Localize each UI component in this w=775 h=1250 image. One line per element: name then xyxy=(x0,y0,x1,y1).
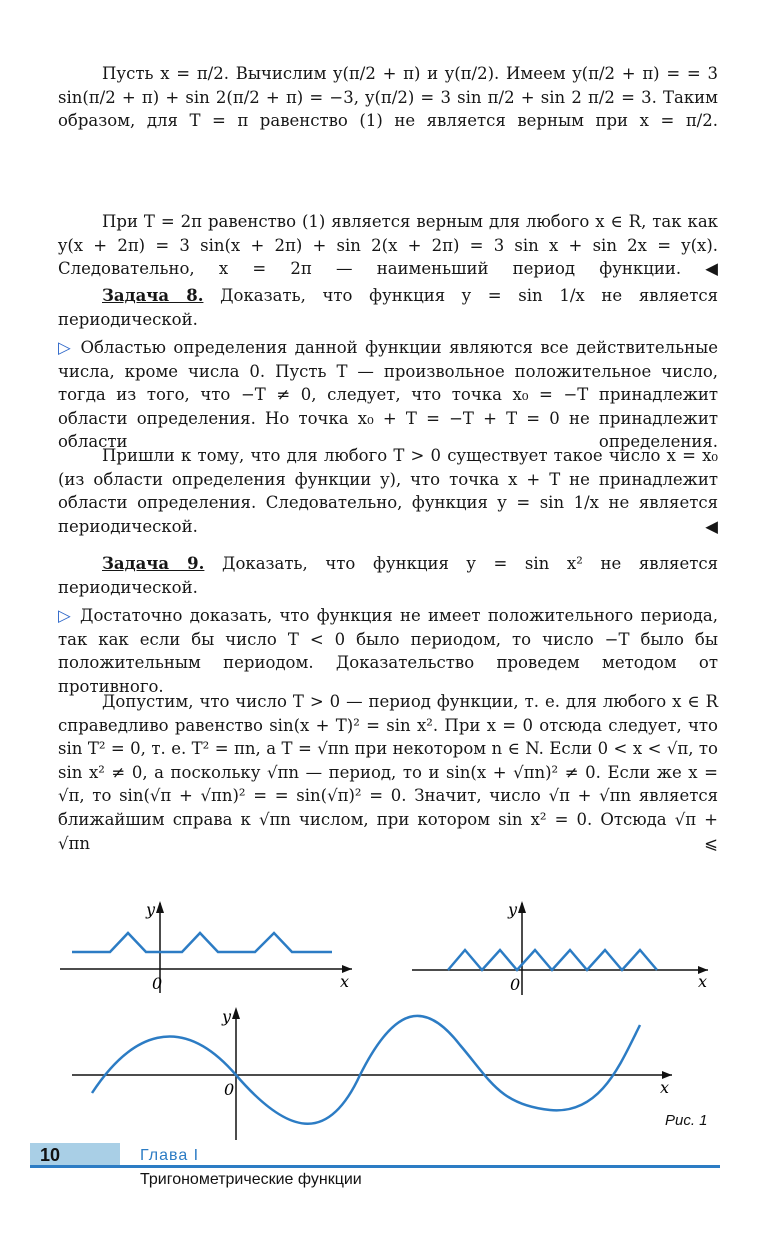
graph-top-right xyxy=(412,900,708,995)
chapter-title: Глава I xyxy=(140,1147,200,1164)
graph-top-left xyxy=(60,900,352,993)
proof-start-icon: ▷ xyxy=(58,338,73,357)
paragraph-3-text: Областью определения данной функции являются все действительные числа, кроме числа 0. Пусть T — произвольное положительное число, тогда из того, что −T ≠ 0, следует, что точка x₀ = −T принадлежит области определения. Но точка x₀ + T = −T + T = 0 не принадлежит области определения. xyxy=(58,338,718,452)
origin-label: 0 xyxy=(510,975,521,994)
task-8 xyxy=(58,284,718,332)
task-8-label: Задача 8. xyxy=(102,286,204,305)
paragraph-5-text: Достаточно доказать, что функция не имеет положительного периода, так как если бы число T < 0 было периодом, то число −T было бы положительным периодом. Доказательство проведем методом от противного. xyxy=(58,606,718,696)
paragraph-6: Допустим, что число T > 0 — период функции, т. е. для любого x ∈ R справедливо равенство sin(x + T)² = sin x². При x = 0 отсюда следует, что sin T² = 0, т. е. T² = πn, а T = √πn при некотором n ∈ N. Если 0 < x < √π, то sin x² ≠ 0, а поскольку √πn — период, то и sin(x + √πn)² ≠ 0. Если же x = √π, то sin(√π + √πn)² = = sin(√π)² = 0. Значит, число √π + √πn является ближайшим справа к √πn числом, при котором sin x² = 0. Отсюда √π + √πn ⩽ xyxy=(58,692,718,853)
origin-label: 0 xyxy=(224,1080,235,1099)
y-axis-arrow-icon xyxy=(156,901,164,913)
task-9-label: Задача 9. xyxy=(102,554,205,573)
proof-start-icon: ▷ xyxy=(58,606,73,625)
y-axis-arrow-icon xyxy=(518,901,526,913)
y-label: y xyxy=(222,1007,232,1026)
paragraph-4: Пришли к тому, что для любого T > 0 существует такое число x = x₀ (из области определения функции y), что точка x + T не принадлежит области определения. Следовательно, функция y = sin 1/x не является периодической. ◀ xyxy=(58,446,718,536)
periodic-curve-1 xyxy=(72,933,332,952)
graph-bottom xyxy=(72,1007,672,1140)
paragraph-2: При T = 2π равенство (1) является верным для любого x ∈ R, так как y(x + 2π) = 3 sin(x + 2π) + sin 2(x + 2π) = 3 sin x + sin 2x = y(x). Следовательно, x = 2π — наименьший период функции. ◀ xyxy=(58,212,718,279)
chapter-subtitle: Тригонометрические функции xyxy=(140,1171,362,1188)
y-axis-arrow-icon xyxy=(232,1007,240,1019)
figure-caption: Рис. 1 xyxy=(665,1112,708,1129)
task-9-text: Доказать, что функция y = sin x² не является периодической. xyxy=(58,554,718,597)
figure-1 xyxy=(0,895,775,1145)
x-label: x xyxy=(698,972,708,991)
x-label: x xyxy=(340,972,350,991)
x-label: x xyxy=(660,1078,670,1097)
origin-label: 0 xyxy=(152,974,163,993)
paragraph-3 xyxy=(58,336,718,452)
task-8-text: Доказать, что функция y = sin 1/x не является периодической. xyxy=(58,286,718,329)
paragraph-5 xyxy=(58,604,718,700)
y-label: y xyxy=(508,900,518,919)
y-label: y xyxy=(146,900,156,919)
page-number: 10 xyxy=(30,1143,120,1167)
paragraph-1: Пусть x = π/2. Вычислим y(π/2 + π) и y(π/2). Имеем y(π/2 + π) = = 3 sin(π/2 + π) + sin 2(π/2 + π) = −3, y(π/2) = 3 sin π/2 + sin 2 π/2 = 3. Таким образом, для T = π равенство (1) не является верным при x = π/2. xyxy=(58,64,718,131)
footer-rule xyxy=(30,1165,720,1168)
sine-curve xyxy=(92,1016,640,1124)
periodic-curve-2 xyxy=(448,950,657,970)
task-9 xyxy=(58,552,718,600)
